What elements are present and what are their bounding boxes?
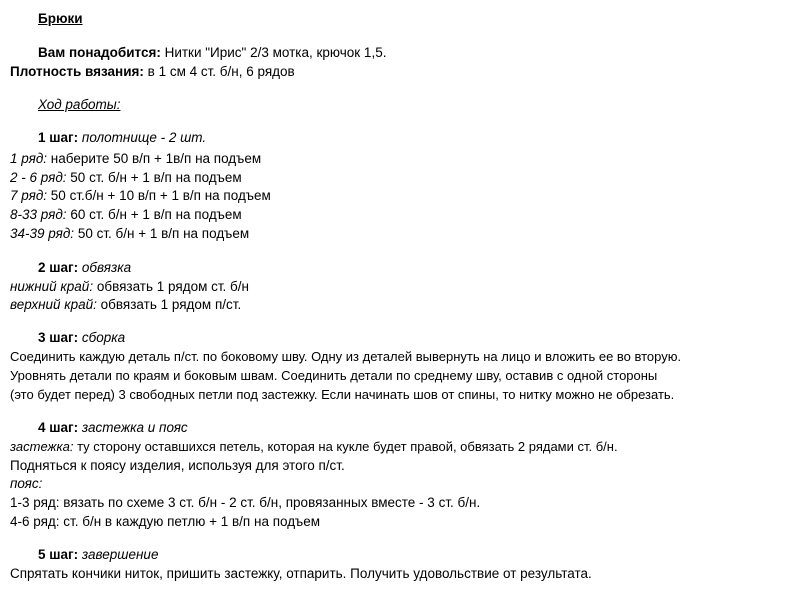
row-text: 50 ст. б/н + 1 в/п на подъем bbox=[66, 170, 242, 185]
row-text: 60 ст. б/н + 1 в/п на подъем bbox=[66, 207, 242, 222]
progress-heading: Ход работы: bbox=[38, 97, 121, 112]
step1-heading bbox=[38, 129, 206, 147]
page-title: Брюки bbox=[38, 11, 83, 26]
step1-row bbox=[10, 187, 271, 205]
step4-name: застежка и пояс bbox=[78, 420, 188, 435]
belt-label: пояс: bbox=[10, 476, 43, 491]
step5-name: завершение bbox=[78, 547, 159, 562]
step1-row bbox=[10, 206, 242, 224]
step1-row bbox=[10, 169, 242, 187]
belt-row: 4-6 ряд: ст. б/н в каждую петлю + 1 в/п на подъем bbox=[10, 514, 321, 529]
step5-label: 5 шаг: bbox=[38, 547, 79, 562]
clasp-label: застежка: bbox=[10, 439, 74, 454]
row-label: 34-39 ряд: bbox=[10, 226, 75, 241]
step3-text-line: (это будет перед) 3 свободных петли под застежку. Если начинать шов от спины, то нитку можно не обрезать. bbox=[10, 387, 675, 402]
clasp-line-2: Подняться к поясу изделия, используя для этого п/ст. bbox=[10, 458, 345, 473]
density-label: Плотность вязания: bbox=[10, 64, 144, 79]
row-text: 50 ст.б/н + 10 в/п + 1 в/п на подъем bbox=[47, 188, 271, 203]
step2-row bbox=[10, 296, 241, 314]
step1-label: 1 шаг: bbox=[38, 130, 79, 145]
step3-name: сборка bbox=[78, 330, 126, 345]
step2-name: обвязка bbox=[78, 260, 132, 275]
step5-heading bbox=[38, 546, 158, 564]
row-label: 1 ряд: bbox=[10, 151, 48, 166]
row-label: 7 ряд: bbox=[10, 188, 48, 203]
materials-text: Нитки "Ирис" 2/3 мотка, крючок 1,5. bbox=[160, 45, 387, 60]
clasp-line bbox=[10, 438, 618, 456]
step3-label: 3 шаг: bbox=[38, 330, 79, 345]
density-line bbox=[10, 63, 295, 81]
step3-heading bbox=[38, 329, 125, 347]
step4-label: 4 шаг: bbox=[38, 420, 79, 435]
belt-row: 1-3 ряд: вязать по схеме 3 ст. б/н - 2 ст. б/н, провязанных вместе - 3 ст. б/н. bbox=[10, 495, 481, 510]
materials-line bbox=[38, 44, 386, 62]
row-text: 50 ст. б/н + 1 в/п на подъем bbox=[74, 226, 250, 241]
row-label: верхний край: bbox=[10, 297, 97, 312]
row-label: 8-33 ряд: bbox=[10, 207, 67, 222]
step2-label: 2 шаг: bbox=[38, 260, 79, 275]
step2-heading bbox=[38, 259, 131, 277]
row-text: обвязать 1 рядом п/ст. bbox=[96, 297, 242, 312]
step5-text: Спрятать кончики ниток, пришить застежку, отпарить. Получить удовольствие от результата. bbox=[10, 566, 592, 581]
row-text: обвязать 1 рядом ст. б/н bbox=[93, 279, 249, 294]
step3-text-line: Соединить каждую деталь п/ст. по боковому шву. Одну из деталей вывернуть на лицо и вложить ее во вторую. bbox=[10, 349, 682, 364]
step2-row bbox=[10, 278, 249, 296]
row-label: нижний край: bbox=[10, 279, 94, 294]
step4-heading bbox=[38, 419, 188, 437]
density-text: в 1 см 4 ст. б/н, 6 рядов bbox=[143, 64, 295, 79]
row-text: наберите 50 в/п + 1в/п на подъем bbox=[47, 151, 262, 166]
materials-label: Вам понадобится: bbox=[38, 45, 161, 60]
row-label: 2 - 6 ряд: bbox=[10, 170, 67, 185]
clasp-text: ту сторону оставшихся петель, которая на кукле будет правой, обвязать 2 рядами ст. б/н. bbox=[73, 439, 618, 454]
step3-text-line: Уровнять детали по краям и боковым швам. Соединить детали по среднему шву, оставив с одной стороны bbox=[10, 368, 658, 383]
step1-row bbox=[10, 150, 261, 168]
step1-row bbox=[10, 225, 249, 243]
step1-name: полотнище - 2 шт. bbox=[78, 130, 207, 145]
